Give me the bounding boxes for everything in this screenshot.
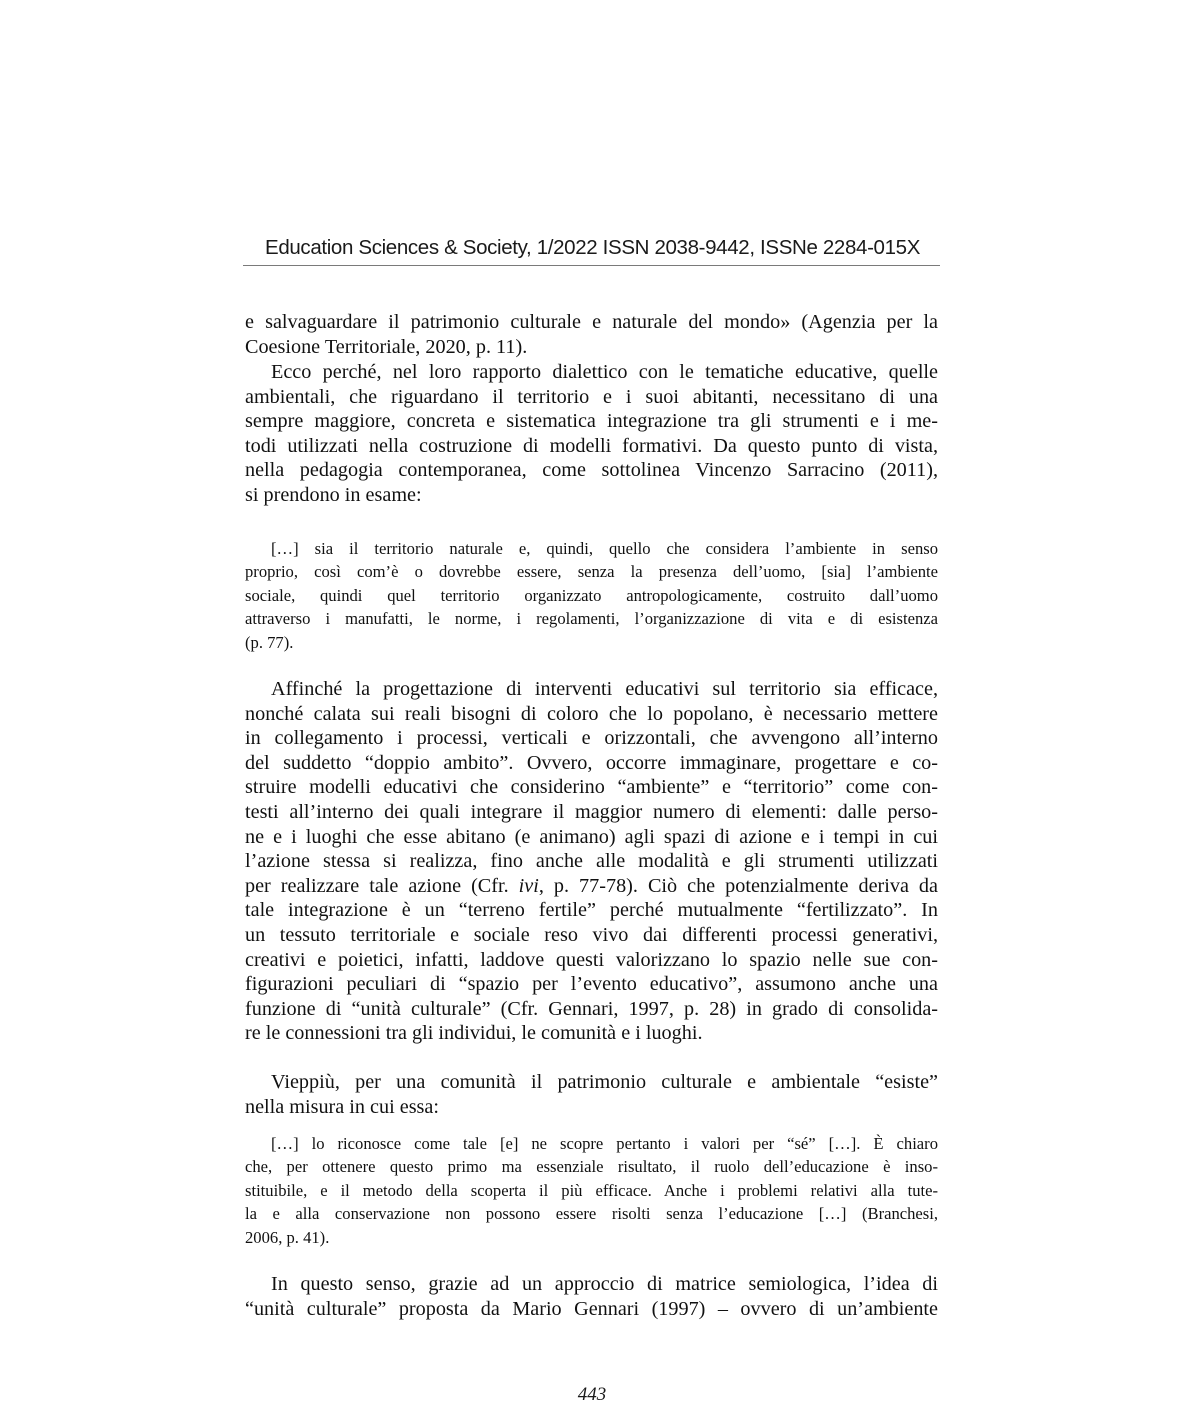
text-line: tale integrazione è un “terreno fertile” perché mutualmente “fertilizzato”. In	[245, 899, 938, 922]
block-quote-sarracino	[245, 537, 938, 654]
text-line: ambientali, che riguardano il territorio e i suoi abitanti, necessitano di una	[245, 385, 938, 408]
text-line-with-italic	[245, 874, 938, 899]
text-line: Affinché la progettazione di interventi educativi sul territorio sia efficace,	[271, 678, 938, 700]
text-line: e salvaguardare il patrimonio culturale e naturale del mondo» (Agenzia per la	[245, 311, 938, 333]
text-line: nella pedagogia contemporanea, come sottolinea Vincenzo Sarracino (2011),	[245, 459, 938, 482]
text-line: l’azione stessa si realizza, fino anche alle modalità e gli strumenti utilizzati	[245, 850, 938, 873]
quote-line: […] lo riconosce come tale [e] ne scopre pertanto i valori per “sé” […]. È chiaro	[271, 1134, 938, 1153]
paragraph-in-questo-senso	[245, 1272, 938, 1321]
text-line: Vieppiù, per una comunità il patrimonio culturale e ambientale “esiste”	[271, 1071, 938, 1093]
text-line: Ecco perché, nel loro rapporto dialettico con le tematiche educative, quelle	[271, 361, 938, 383]
paragraph-affinche	[245, 677, 938, 1046]
text-line: nonché calata sui reali bisogni di coloro che lo popolano, è necessario mettere	[245, 702, 938, 725]
quote-line: 2006, p. 41).	[245, 1227, 330, 1247]
paragraph-vieppiu	[245, 1070, 938, 1119]
text-line: re le connessioni tra gli individui, le comunità e i luoghi.	[245, 1022, 703, 1045]
text-fragment: per realizzare tale azione (Cfr.	[245, 874, 519, 897]
paragraph-continuation	[245, 310, 938, 359]
block-quote-branchesi	[245, 1132, 938, 1249]
text-line: In questo senso, grazie ad un approccio di matrice semiologica, l’idea di	[271, 1273, 938, 1295]
quote-line: (p. 77).	[245, 632, 294, 652]
text-line: creativi e poietici, infatti, laddove questi valorizzano lo spazio nelle sue con-	[245, 948, 938, 971]
quote-line: stituibile, e il metodo della scoperta il più efficace. Anche i problemi relativi alla tute-	[245, 1180, 938, 1200]
quote-line: la e alla conservazione non possono essere risolti senza l’educazione […] (Branchesi,	[245, 1204, 938, 1224]
quote-line: proprio, così com’è o dovrebbe essere, senza la presenza dell’uomo, [sia] l’ambiente	[245, 562, 938, 582]
running-header	[243, 234, 940, 266]
text-line: un tessuto territoriale e sociale reso vivo dai differenti processi generativi,	[245, 923, 938, 946]
text-line: todi utilizzati nella costruzione di modelli formativi. Da questo punto di vista,	[245, 434, 938, 457]
quote-line: attraverso i manufatti, le norme, i regolamenti, l’organizzazione di vita e di esistenza	[245, 609, 938, 629]
text-line: struire modelli educativi che considerino “ambiente” e “territorio” come con-	[245, 776, 938, 799]
text-line: figurazioni peculiari di “spazio per l’evento educativo”, assumono anche una	[245, 973, 938, 996]
journal-citation: Education Sciences & Society, 1/2022 ISSN 2038-9442, ISSNe 2284-015X	[265, 236, 921, 259]
page-number: 443	[577, 1384, 607, 1405]
quote-line: sociale, quindi quel territorio organizzato antropologicamente, costruito dall’uomo	[245, 585, 938, 605]
text-line: in collegamento i processi, verticali e orizzontali, che avvengono all’interno	[245, 727, 938, 750]
text-fragment: , p. 77-78). Ciò che potenzialmente deriva da	[538, 874, 938, 897]
italic-ivi: ivi	[518, 874, 539, 897]
text-line: ne e i luoghi che esse abitano (e animano) agli spazi di azione e i tempi in cui	[245, 825, 938, 848]
paragraph-ecco-perche	[245, 360, 938, 508]
text-line: del suddetto “doppio ambito”. Ovvero, occorre immaginare, progettare e co-	[245, 751, 938, 774]
text-line: “unità culturale” proposta da Mario Gennari (1997) – ovvero di un’ambiente	[245, 1297, 938, 1320]
text-line: testi all’interno dei quali integrare il maggior numero di elementi: dalle perso-	[245, 800, 938, 823]
text-line: funzione di “unità culturale” (Cfr. Gennari, 1997, p. 28) in grado di consolida-	[245, 997, 938, 1020]
text-line: nella misura in cui essa:	[245, 1095, 439, 1118]
text-line: sempre maggiore, concreta e sistematica integrazione tra gli strumenti e i me-	[245, 410, 938, 433]
quote-line: […] sia il territorio naturale e, quindi, quello che considera l’ambiente in senso	[271, 539, 938, 558]
quote-line: che, per ottenere questo primo ma essenziale risultato, il ruolo dell’educazione è inso-	[245, 1157, 938, 1177]
text-line: Coesione Territoriale, 2020, p. 11).	[245, 335, 528, 358]
text-line: si prendono in esame:	[245, 483, 422, 506]
